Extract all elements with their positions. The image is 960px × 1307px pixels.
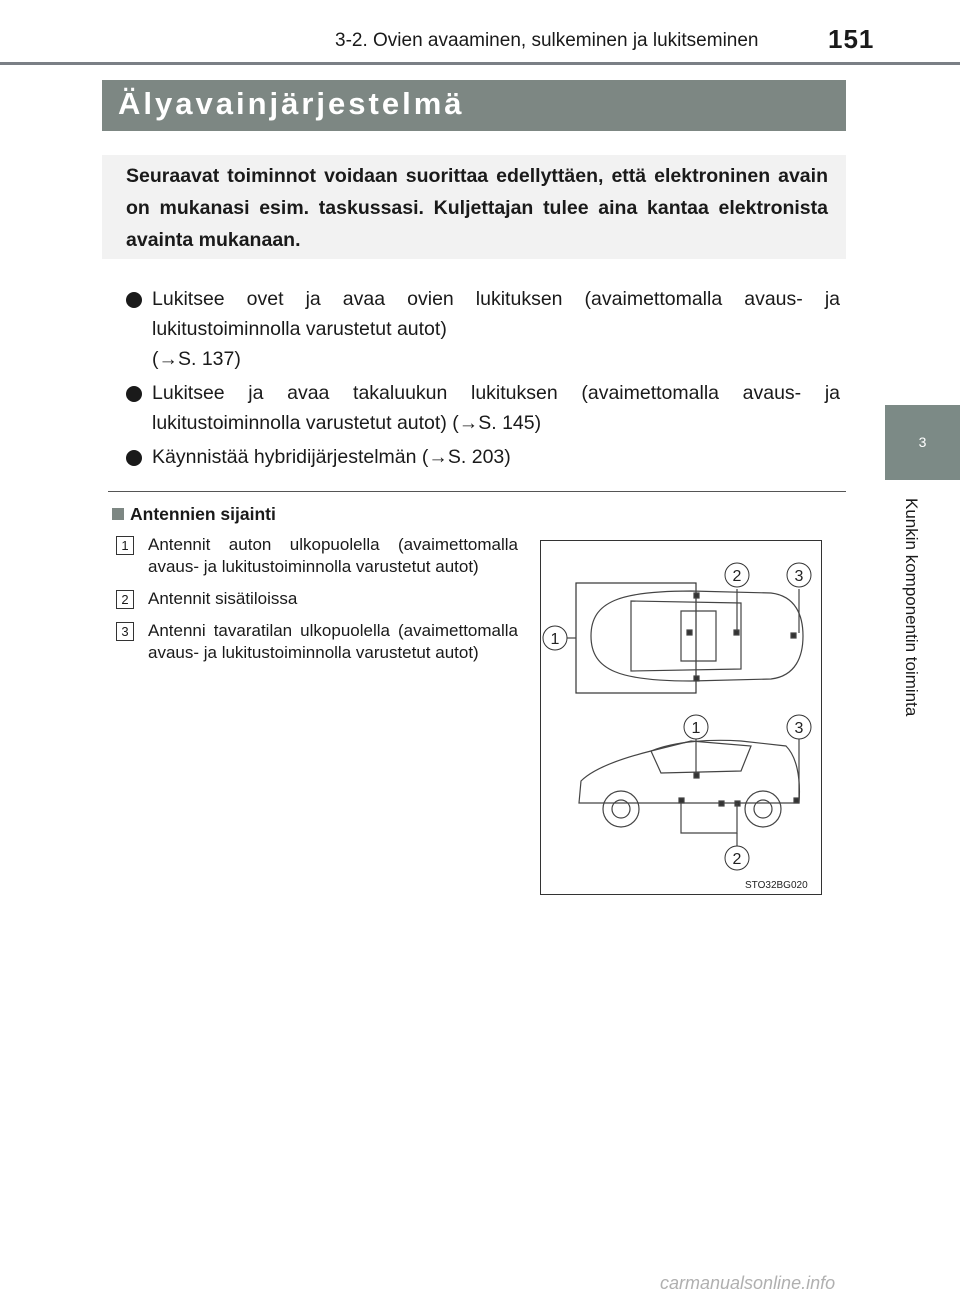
bullet-text: Lukitsee ja avaa takaluukun lukituksen (avaimettomalla avaus- ja lukitustoiminnolla varustetut autot) (→S. 145): [152, 382, 840, 434]
page-number: 151: [828, 24, 875, 54]
legend-number: 1: [116, 536, 134, 555]
side-callouts: [684, 715, 811, 870]
figure-code: STO32BG020: [745, 880, 808, 891]
subheading-text: Antennien sijainti: [130, 504, 276, 524]
legend-item: [116, 620, 518, 664]
legend-item: [116, 534, 518, 578]
antenna-marker: [719, 801, 724, 806]
rear-wheel: [745, 791, 781, 827]
legend-text: Antenni tavaratilan ulkopuolella (avaimettomalla avaus- ja lukitustoiminnolla varustetut autot): [148, 621, 518, 662]
bullet-dot-icon: [126, 450, 142, 466]
legend-text: Antennit sisätiloissa: [148, 589, 298, 608]
antenna-marker: [794, 798, 799, 803]
exterior-antenna-box: [576, 583, 696, 693]
subheading: [112, 504, 276, 525]
top-callouts: [543, 563, 811, 650]
callout-label: 2: [732, 568, 742, 585]
chapter-tab: 3: [885, 405, 960, 480]
antenna-marker: [694, 773, 699, 778]
front-wheel: [603, 791, 639, 827]
antenna-marker: [791, 633, 796, 638]
antenna-marker: [687, 630, 692, 635]
intro-text: Seuraavat toiminnot voidaan suorittaa edellyttäen, että elektroninen avain on mukanasi esim. taskussasi. Kuljettajan tulee aina kantaa elektronista avainta mukanaan.: [126, 165, 828, 251]
callout-label: 3: [794, 720, 804, 737]
watermark[interactable]: carmanualsonline.info: [660, 1273, 836, 1293]
callout-label: 2: [732, 851, 742, 868]
car-diagram-svg: [541, 541, 821, 894]
section-divider: [108, 491, 846, 492]
section-reference: 3-2. Ovien avaaminen, sulkeminen ja lukitseminen: [335, 30, 759, 51]
callout-label: 3: [794, 568, 804, 585]
bullet-page-ref[interactable]: (→S. 137): [152, 348, 241, 370]
antenna-location-figure: [540, 540, 822, 895]
car-top-body: [591, 591, 803, 681]
header-rule: [0, 62, 960, 65]
antenna-marker: [694, 676, 699, 681]
bullet-text: Lukitsee ovet ja avaa ovien lukituksen (avaimettomalla avaus- ja lukitustoiminnolla varustetut autot): [152, 288, 840, 340]
bullet-item: [126, 378, 840, 438]
bullet-dot-icon: [126, 292, 142, 308]
callout-label: 1: [691, 720, 701, 737]
bullet-item: [126, 442, 840, 472]
bullet-dot-icon: [126, 386, 142, 402]
bullet-list: [126, 284, 840, 476]
legend-item: [116, 588, 518, 610]
antenna-marker: [679, 798, 684, 803]
car-top-view: [566, 583, 803, 693]
car-top-seats: [681, 611, 716, 661]
legend-number: 2: [116, 590, 134, 609]
callout-line: [681, 803, 737, 833]
legend-number: 3: [116, 622, 134, 641]
chapter-title: Kunkin komponentin toiminta: [902, 498, 921, 717]
antenna-legend: [116, 534, 518, 674]
bullet-item: [126, 284, 840, 374]
bullet-text: Käynnistää hybridijärjestelmän (→S. 203): [152, 446, 511, 468]
car-side-view: [579, 738, 799, 846]
square-bullet-icon: [112, 508, 124, 520]
legend-text: Antennit auton ulkopuolella (avaimettomalla avaus- ja lukitustoiminnolla varustetut autot): [148, 535, 518, 576]
page-title: Älyavainjärjestelmä: [118, 86, 465, 121]
callout-label: 1: [550, 631, 560, 648]
antenna-marker: [694, 593, 699, 598]
